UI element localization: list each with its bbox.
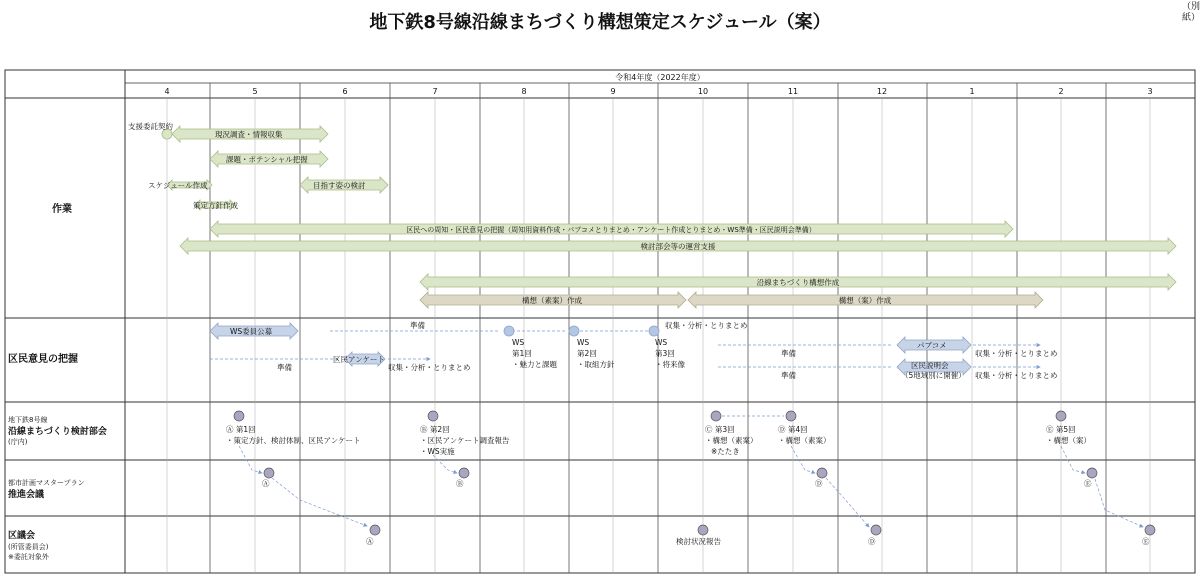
ws1-c: ・魅力と課題	[512, 360, 557, 369]
meeting-connectors	[239, 446, 1143, 527]
ws2-c: ・取組方針	[577, 360, 615, 369]
prep3-label: 準備	[781, 349, 796, 358]
fiscal-year-label: 令和4年度（2022年度）	[615, 73, 705, 82]
draft1-label: 構想（素案）作成	[522, 296, 582, 305]
concept-label: 沿線まちづくり構想作成	[756, 278, 840, 287]
row-label-master-2: 推進会議	[8, 490, 45, 500]
committee-m4-a: Ⓓ 第4回	[778, 425, 808, 434]
half-month-grid	[167, 98, 1150, 573]
row-label-council-2: (所管委員会)	[8, 543, 49, 551]
month-7: 7	[432, 87, 438, 96]
target-label: 目指す姿の検討	[313, 181, 366, 190]
row-label-council-1: 区議会	[8, 531, 36, 541]
committee-m4-b: ・構想（素案）	[778, 436, 831, 445]
row-label-master-1: 都市計画マスタープラン	[8, 479, 85, 487]
committee-m3-b: ・構想（素案）	[705, 436, 758, 445]
public-opinion-label: 区民への周知・区民意見の把握（周知用資料作成・パブコメとりまとめ・アンケート作成とりまとめ・WS準備・区民説明会準備）	[406, 226, 816, 234]
master-d: Ⓓ	[815, 479, 823, 488]
briefing-b: （5地域別に開催）	[901, 371, 966, 380]
ws2-b: 第2回	[577, 349, 597, 358]
month-10: 10	[697, 87, 709, 96]
prep2-label: 準備	[277, 363, 292, 372]
month-1: 1	[969, 87, 975, 96]
briefing-a: 区民説明会	[911, 361, 949, 370]
draft2-label: 構想（案）作成	[838, 296, 892, 305]
committee-m2-a: Ⓑ 第2回	[420, 425, 450, 434]
master-b: Ⓑ	[456, 479, 464, 488]
committee-m1-b: ・策定方針、検討体制、区民アンケート	[226, 436, 361, 445]
row-label-council-3: ※委託対象外	[8, 553, 49, 561]
month-4: 4	[164, 87, 170, 96]
council-a: Ⓐ	[366, 537, 374, 546]
ws1-a: WS	[512, 338, 525, 347]
committee-m2-c: ・WS実施	[420, 447, 455, 456]
ws2-dot	[569, 326, 579, 336]
prep1-label: 準備	[410, 321, 425, 330]
committee-m5-b: ・構想（案）	[1046, 436, 1091, 445]
table-frame	[5, 70, 1195, 573]
committee-m1-a: Ⓐ 第1回	[226, 425, 256, 434]
committee-m3-c: ※たたき	[711, 447, 740, 456]
row-label-committee-1: 地下鉄8号線	[8, 416, 48, 424]
ws3-c: ・将来像	[655, 360, 685, 369]
month-5: 5	[252, 87, 258, 96]
ws3-dot	[649, 326, 659, 336]
month-9: 9	[610, 87, 616, 96]
pubcom-label: パブコメ	[917, 341, 947, 350]
survey-label-public: 区民アンケート	[333, 355, 386, 364]
month-2: 2	[1058, 87, 1064, 96]
ws2-a: WS	[577, 338, 590, 347]
collect1-label: 収集・分析・とりまとめ	[665, 321, 748, 330]
master-e: Ⓔ	[1084, 479, 1092, 488]
policy-label: 策定方針作成	[193, 201, 238, 210]
support-label: 検討部会等の運営支援	[640, 242, 716, 251]
ws3-b: 第3回	[655, 349, 675, 358]
ws1-dot	[504, 326, 514, 336]
collect2-label: 収集・分析・とりまとめ	[388, 363, 471, 372]
month-12: 12	[876, 87, 888, 96]
survey-label: 現況調査・情報収集	[215, 130, 283, 139]
master-a: Ⓐ	[262, 479, 270, 488]
committee-m5-a: Ⓔ 第5回	[1046, 425, 1076, 434]
issues-label: 課題・ポテンシャル把握	[226, 155, 308, 164]
council-report: 検討状況報告	[676, 537, 721, 546]
month-11: 11	[787, 87, 799, 96]
committee-m2-b: ・区民アンケート調査報告	[420, 436, 510, 445]
month-8: 8	[521, 87, 527, 96]
page-title: 地下鉄8号線沿線まちづくり構想策定スケジュール（案）	[369, 12, 831, 33]
council-e: Ⓔ	[1142, 537, 1150, 546]
work-bars	[162, 126, 1176, 308]
collect4-label: 収集・分析・とりまとめ	[975, 371, 1058, 380]
side-note: （別紙）	[1182, 2, 1200, 23]
row-label-committee-2: 沿線まちづくり検討部会	[8, 427, 107, 437]
council-meetings	[370, 525, 1155, 535]
month-6: 6	[342, 87, 348, 96]
schedule-label: スケジュール作成	[148, 181, 208, 190]
row-label-committee-3: (庁内)	[8, 438, 28, 446]
prep4-label: 準備	[781, 371, 796, 380]
month-3: 3	[1147, 87, 1153, 96]
row-label-work: 作業	[52, 204, 72, 215]
council-d: Ⓓ	[868, 537, 876, 546]
ws3-a: WS	[655, 338, 668, 347]
committee-meetings	[234, 411, 1066, 421]
row-label-public: 区民意見の把握	[8, 354, 78, 365]
committee-m3-a: Ⓒ 第3回	[705, 425, 735, 434]
ws1-b: 第1回	[512, 349, 532, 358]
collect3-label: 収集・分析・とりまとめ	[975, 349, 1058, 358]
contract-label: 支援委託契約	[128, 122, 173, 131]
ws-recruit-label: WS委員公募	[230, 327, 273, 336]
